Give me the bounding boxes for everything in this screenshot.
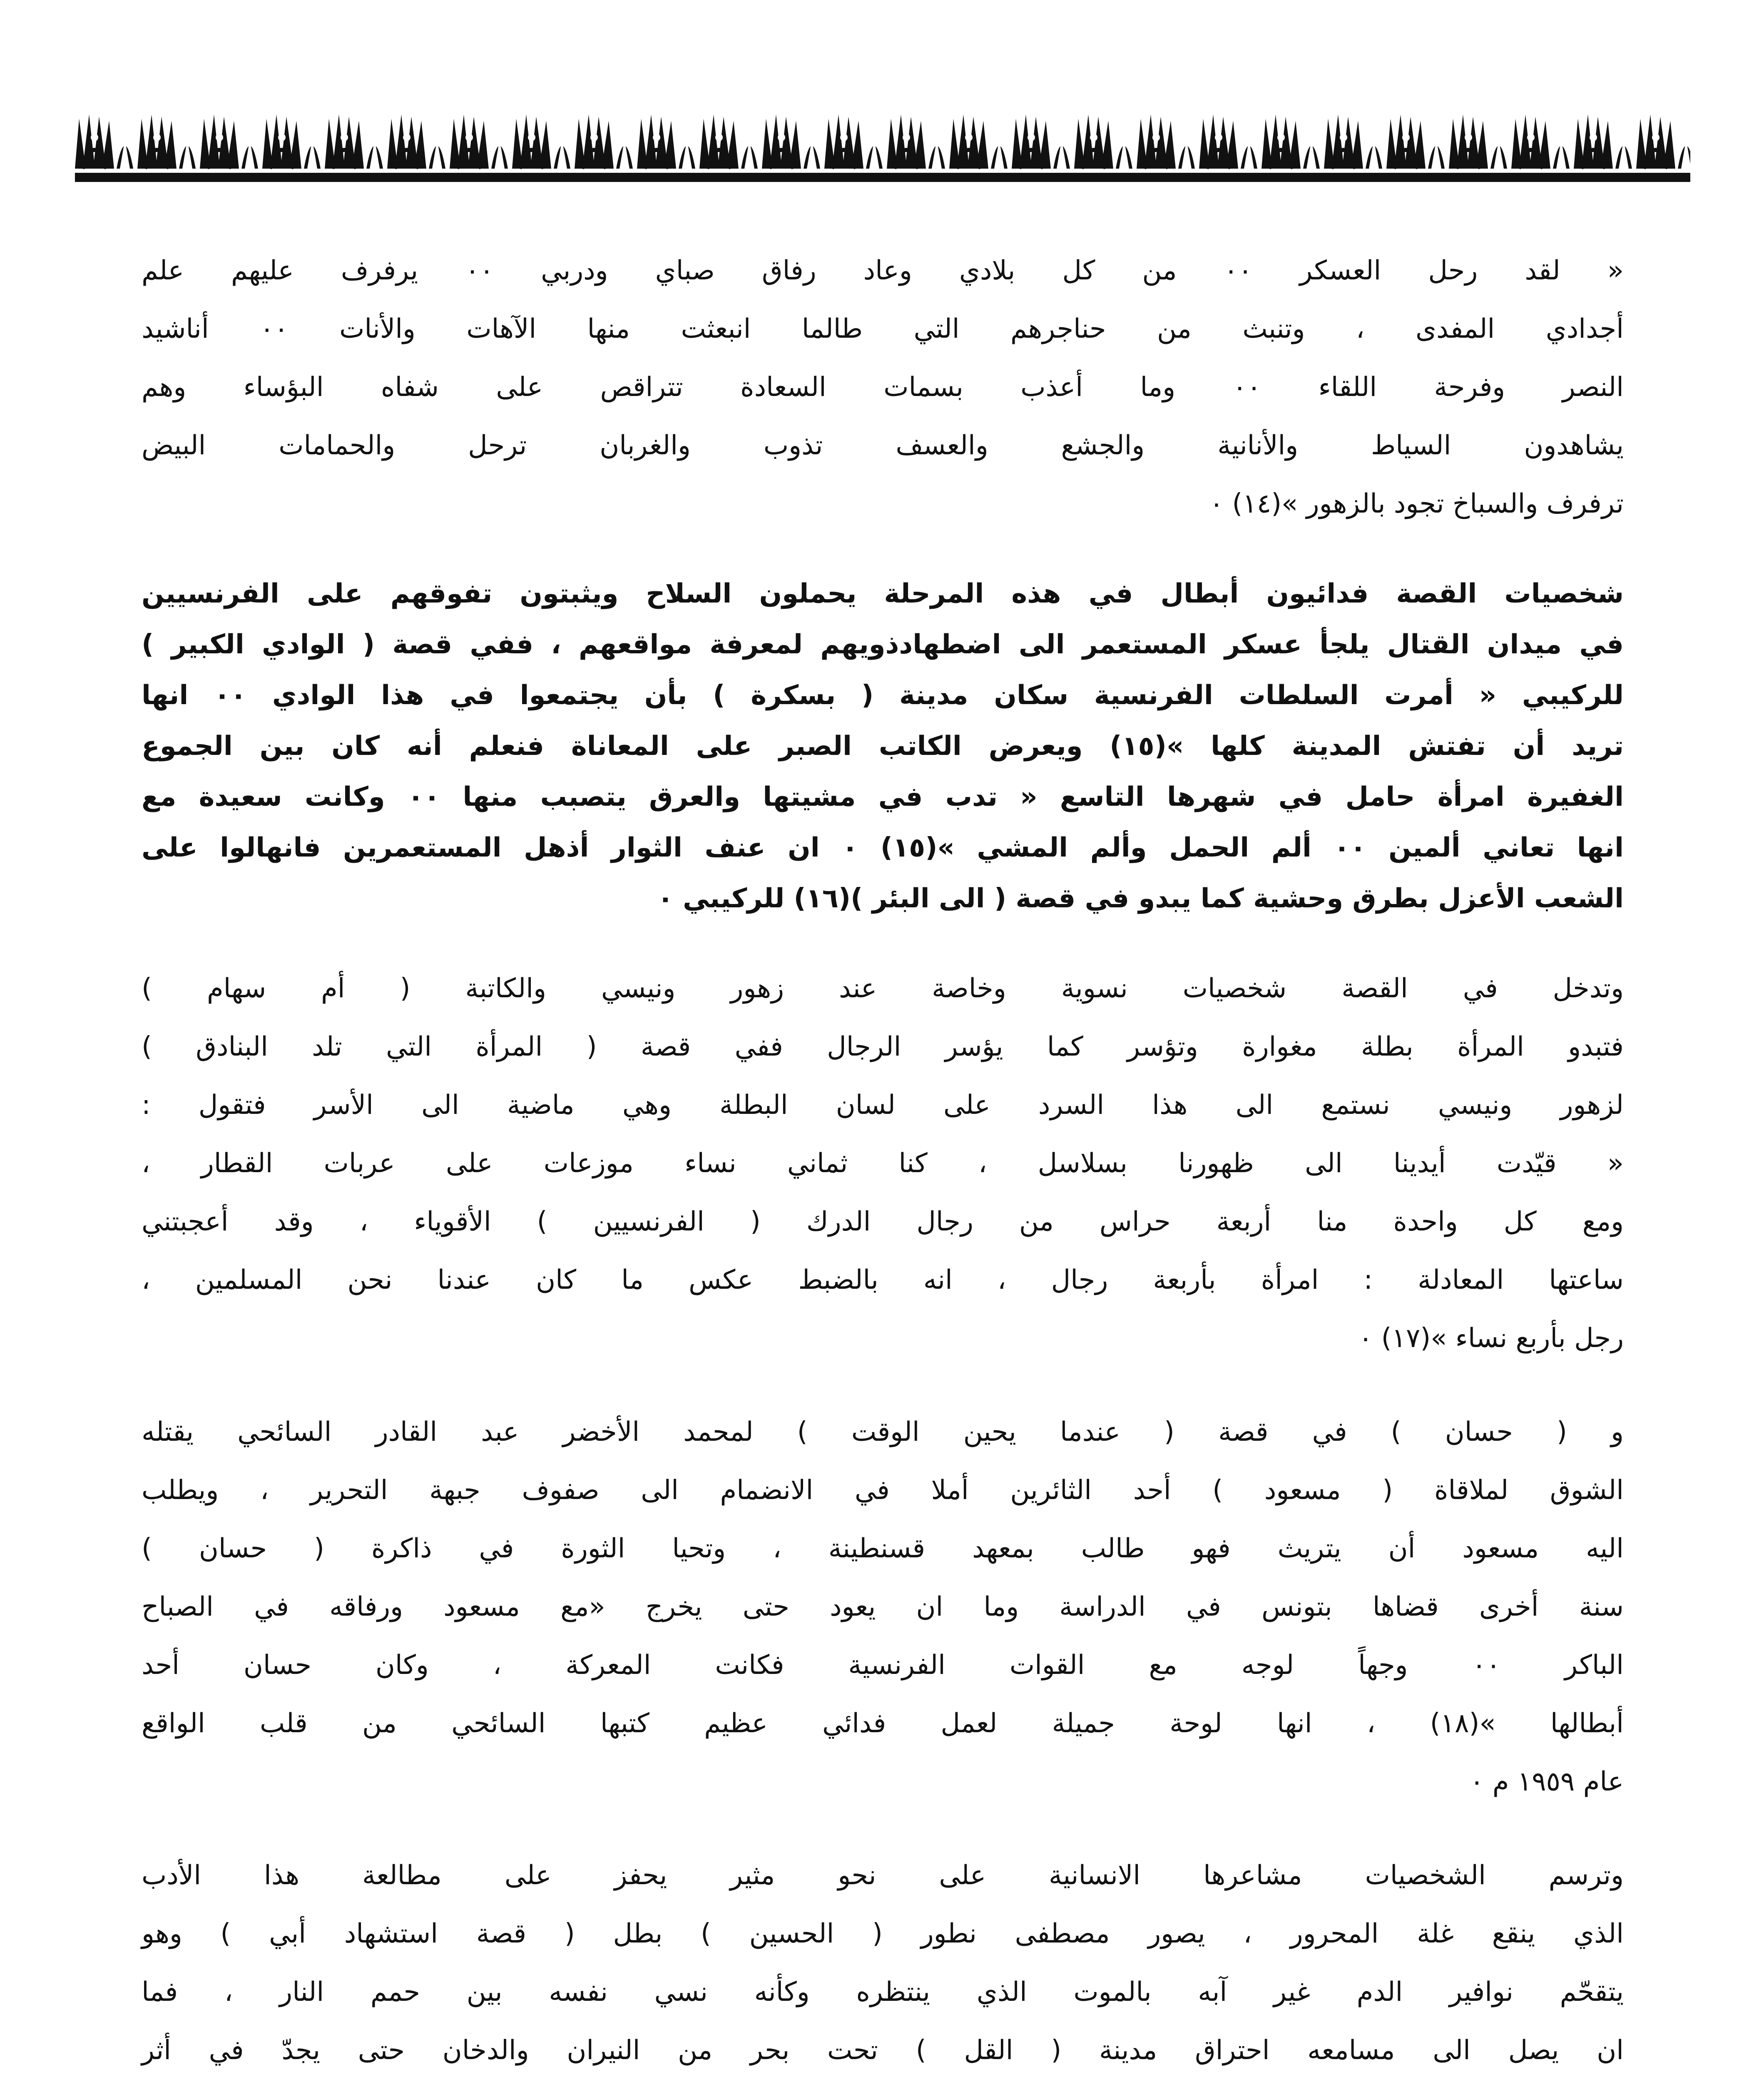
text-line: شخصيات القصة فدائيون أبطال في هذه المرحلة يحملون السلاح ويثبتون تفوقهم على الفرنسيين xyxy=(142,578,1624,609)
text-line: يتقحّم نوافير الدم غير آبه بالموت الذي ينتظره وكأنه نسي نفسه بين حمم النار ، فما xyxy=(142,1977,1624,2007)
paragraph-emotions xyxy=(142,1846,1624,2082)
text-line: ان يصل الى مسامعه احتراق مدينة ( القل ) تحت بحر من النيران والدخان حتى يجدّ في أثر xyxy=(142,2035,1624,2066)
text-line: للركيبي « أمرت السلطات الفرنسية سكان مدينة ( بسكرة ) بأن يجتمعوا في هذا الوادي ٠٠ انها xyxy=(142,680,1624,711)
bold-paragraph xyxy=(142,568,1624,924)
text-line: أبطالها »(١٨) ، انها لوحة جميلة لعمل فدائي عظيم كتبها السائحي من قلب الواقع xyxy=(142,1708,1624,1739)
text-line: عام ١٩٥٩ م ٠ xyxy=(1470,1766,1624,1797)
text-line: الشعب الأعزل بطرق وحشية كما يبدو في قصة ( الى البئر )(١٦) للركيبي ٠ xyxy=(657,883,1624,914)
text-line: رجل بأربع نساء »(١٧) ٠ xyxy=(1358,1323,1624,1354)
page-body xyxy=(142,242,1624,2082)
text-line: اليه مسعود أن يتريث فهو طالب بمعهد قسنطينة ، وتحيا الثورة في ذاكرة ( حسان ) xyxy=(142,1533,1624,1564)
text-line: يشاهدون السياط والأنانية والجشع والعسف تذوب والغربان ترحل والحمامات البيض xyxy=(142,430,1624,461)
text-line: فتبدو المرأة بطلة مغوارة وتؤسر كما يؤسر الرجال ففي قصة ( المرأة التي تلد البنادق ) xyxy=(142,1031,1624,1062)
text-line: في ميدان القتال يلجأ عسكر المستعمر الى اضطهادذويهم لمعرفة مواقعهم ، ففي قصة ( الوادي الكبير ) xyxy=(142,629,1624,660)
paragraph-hassan xyxy=(142,1403,1624,1811)
text-line: الباكر ٠٠ وجهاً لوجه مع القوات الفرنسية فكانت المعركة ، وكان حسان أحد xyxy=(142,1650,1624,1681)
floral-border-ornament-icon xyxy=(75,106,1690,185)
text-line: تريد أن تفتش المدينة كلها »(١٥) ويعرض الكاتب الصبر على المعاناة فنعلم أنه كان بين الجموع xyxy=(142,731,1624,762)
paragraph-women-characters xyxy=(142,959,1624,1367)
text-line: الشوق لملاقاة ( مسعود ) أحد الثائرين أملا في الانضمام الى صفوف جبهة التحرير ، ويطلب xyxy=(142,1475,1624,1506)
text-line: الغفيرة امرأة حامل في شهرها التاسع « تدب في مشيتها والعرق يتصبب منها ٠٠ وكانت سعيدة مع xyxy=(142,782,1624,812)
text-line: أجدادي المفدى ، وتنبث من حناجرهم التي طالما انبعثت منها الآهات والأنات ٠٠ أناشيد xyxy=(142,314,1624,344)
text-line: النصر وفرحة اللقاء ٠٠ وما أعذب بسمات السعادة تتراقص على شفاه البؤساء وهم xyxy=(142,372,1624,403)
text-line: ومع كل واحدة منا أربعة حراس من رجال الدرك ( الفرنسيين ) الأقوياء ، وقد أعجبتني xyxy=(142,1206,1624,1237)
text-line: و ( حسان ) في قصة ( عندما يحين الوقت ) لمحمد الأخضر عبد القادر السائحي يقتله xyxy=(142,1417,1624,1447)
text-line: لزهور ونيسي نستمع الى هذا السرد على لسان البطلة وهي ماضية الى الأسر فتقول : xyxy=(142,1090,1624,1121)
text-line: الذي ينقع غلة المحرور ، يصور مصطفى نطور ( الحسين ) بطل ( قصة استشهاد أبي ) وهو xyxy=(142,1918,1624,1949)
text-line: وترسم الشخصيات مشاعرها الانسانية على نحو مثير يحفز على مطالعة هذا الأدب xyxy=(142,1860,1624,1891)
text-line: ترفرف والسباخ تجود بالزهور »(١٤) ٠ xyxy=(1209,488,1624,519)
quote-paragraph-1 xyxy=(142,242,1624,533)
text-line: وتدخل في القصة شخصيات نسوية وخاصة عند زهور ونيسي والكاتبة ( أم سهام ) xyxy=(142,973,1624,1004)
text-line: سنة أخرى قضاها بتونس في الدراسة وما ان يعود حتى يخرج «مع مسعود ورفاقه في الصباح xyxy=(142,1591,1624,1622)
text-line xyxy=(142,2080,1624,2082)
text-line: ساعتها المعادلة : امرأة بأربعة رجال ، انه بالضبط عكس ما كان عندنا نحن المسلمين ، xyxy=(142,1265,1624,1295)
text-line: « قيّدت أيدينا الى ظهورنا بسلاسل ، كنا ثماني نساء موزعات على عربات القطار ، xyxy=(142,1148,1624,1179)
text-line: « لقد رحل العسكر ٠٠ من كل بلادي وعاد رفاق صباي ودربي ٠٠ يرفرف عليهم علم xyxy=(142,255,1624,286)
text-line: انها تعاني ألمين ٠٠ ألم الحمل وألم المشي »(١٥) ٠ ان عنف الثوار أذهل المستعمرين فانهالوا على xyxy=(142,832,1624,863)
